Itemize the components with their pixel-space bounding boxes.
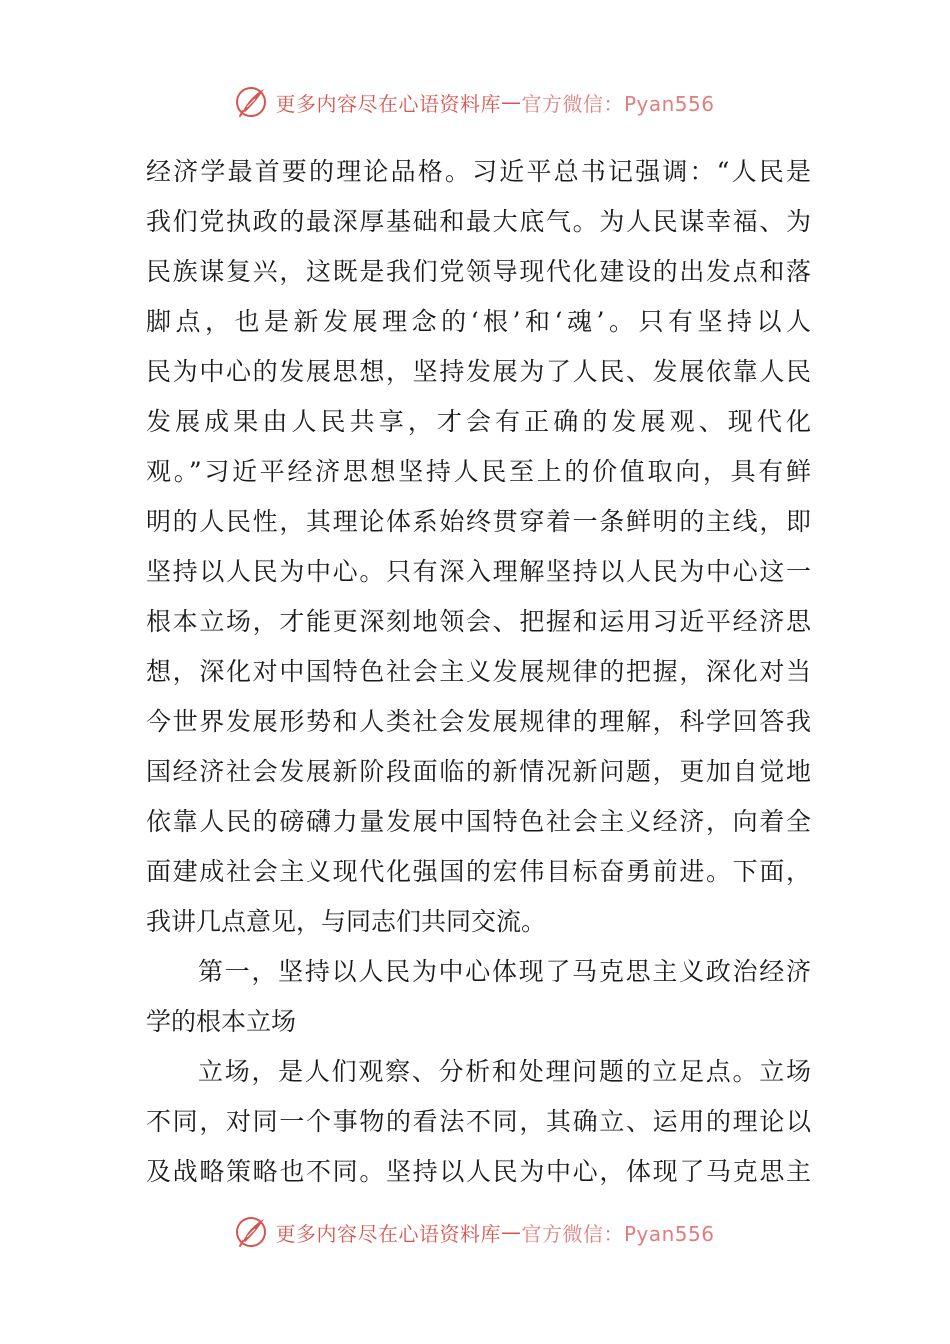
section-heading-line-2: 学的根本立场 [146, 1007, 297, 1036]
text-line-19: 立场，是人们观察、分析和处理问题的立足点。立场 [198, 1057, 811, 1086]
text-line-16: 我讲几点意见，与同志们共同交流。 [146, 907, 547, 936]
text-line-6: 发展成果由人民共享，才会有正确的发展观、现代化 [146, 407, 811, 436]
text-line-4: 脚点，也是新发展理念的‘根’和‘魂’。只有坚持以人 [146, 307, 811, 336]
watermark-banner-bottom [0, 1212, 950, 1252]
text-line-13: 国经济社会发展新阶段面临的新情况新问题，更加自觉地 [146, 757, 811, 786]
watermark-banner-top [0, 82, 950, 122]
text-line-7: 观。”习近平经济思想坚持人民至上的价值取向，具有鲜 [146, 457, 811, 486]
watermark-brand-text: 更多内容尽在心语资料库 [275, 91, 501, 116]
text-line-10: 根本立场，才能更深刻地领会、把握和运用习近平经济思 [146, 607, 811, 636]
text-line-3: 民族谋复兴，这既是我们党领导现代化建设的出发点和落 [146, 257, 811, 286]
watermark-contact-text: 官方微信：Pyan556 [521, 1221, 715, 1246]
text-line-5: 民为中心的发展思想，坚持发展为了人民、发展依靠人民 [146, 357, 811, 386]
watermark-contact-text: 官方微信：Pyan556 [521, 91, 715, 116]
text-line-14: 依靠人民的磅礴力量发展中国特色社会主义经济，向着全 [146, 807, 811, 836]
text-line-2: 我们党执政的最深厚基础和最大底气。为人民谋幸福、为 [146, 207, 811, 236]
text-line-1: 经济学最首要的理论品格。习近平总书记强调：“人民是 [146, 157, 811, 186]
quill-logo-icon [235, 1215, 269, 1249]
text-line-20: 不同，对同一个事物的看法不同，其确立、运用的理论以 [146, 1107, 811, 1136]
document-body [146, 147, 811, 1197]
watermark-separator: — [500, 90, 522, 114]
watermark-brand-text: 更多内容尽在心语资料库 [275, 1221, 501, 1246]
text-line-21: 及战略策略也不同。坚持以人民为中心，体现了马克思主 [146, 1157, 811, 1186]
section-heading-line-1: 第一，坚持以人民为中心体现了马克思主义政治经济 [198, 957, 811, 986]
text-line-11: 想，深化对中国特色社会主义发展规律的把握，深化对当 [146, 657, 811, 686]
text-line-9: 坚持以人民为中心。只有深入理解坚持以人民为中心这一 [146, 557, 811, 586]
text-line-15: 面建成社会主义现代化强国的宏伟目标奋勇前进。下面， [146, 857, 811, 886]
watermark-separator: — [500, 1220, 522, 1244]
text-line-12: 今世界发展形势和人类社会发展规律的理解，科学回答我 [146, 707, 811, 736]
text-line-8: 明的人民性，其理论体系始终贯穿着一条鲜明的主线，即 [146, 507, 811, 536]
quill-logo-icon [235, 85, 269, 119]
